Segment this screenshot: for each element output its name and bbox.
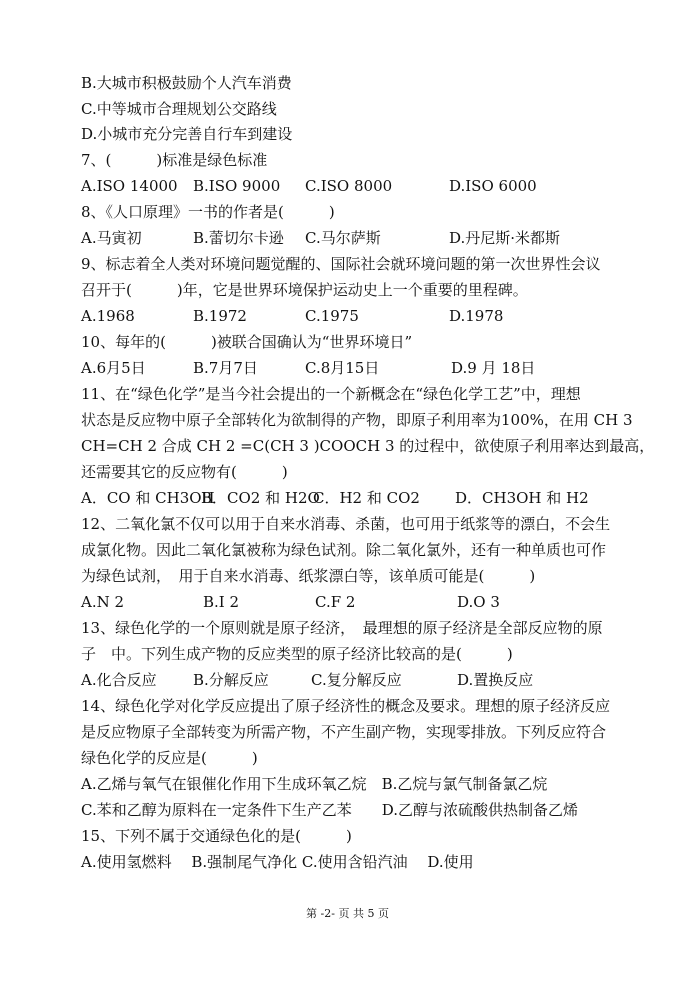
question-12-cont-1: 成氯化物。因此二氧化氯被称为绿色试剂。除二氧化氯外，还有一种单质也可作 [81,541,607,559]
question-11-cont-3: 还需要其它的反应物有( ) [81,463,288,481]
option-b: B.分解反应 [193,671,269,689]
options-q12 [81,592,621,612]
question-12-cont-2: 为绿色试剂， 用于自来水消毒、纸浆漂白等，该单质可能是( ) [81,567,536,585]
option-c: C.复分解反应 [311,671,402,689]
question-11-cont-2: CH=CH 2 合成 CH 2 =C(CH 3 )COOCH 3 的过程中，欲使原子利用率达到最高， [81,437,655,455]
option-b: B.1972 [193,307,247,325]
option-a: A.马寅初 [81,229,142,247]
option-a: A.6月5日 [81,359,146,377]
options-q9 [81,306,621,326]
option-line-b: B.大城市积极鼓励个人汽车消费 [81,74,292,92]
question-10: 10、每年的( )被联合国确认为“世界环境日” [81,333,413,351]
option-line-d: D.小城市充分完善自行车到建设 [81,125,293,143]
option-b: B.I 2 [203,593,240,611]
option-c: C.8月15日 [305,359,380,377]
options-q10 [81,358,621,378]
question-14: 14、绿色化学对化学反应提出了原子经济性的概念及要求。理想的原子经济反应 [81,697,611,715]
option-b: B.7月7日 [193,359,258,377]
option-c: C.ISO 8000 [305,177,393,195]
option-d: D.1978 [449,307,504,325]
option-b: B.ISO 9000 [193,177,281,195]
option-line-c: C.中等城市合理规划公交路线 [81,100,277,118]
option-d: D.9 月 18日 [451,359,536,377]
option-d: D.ISO 6000 [449,177,537,195]
option-c: C.马尔萨斯 [305,229,381,247]
option-a: A.化合反应 [81,671,157,689]
options-q8 [81,228,621,248]
question-13-cont: 子 中。下列生成产物的反应类型的原子经济比较高的是( ) [81,645,513,663]
options-q13 [81,670,621,690]
question-9: 9、标志着全人类对环境问题觉醒的、国际社会就环境问题的第一次世界性会议 [81,255,601,273]
options-q11 [81,488,621,508]
question-11-cont-1: 状态是反应物中原子全部转化为欲制得的产物，即原子利用率为100%，在用 CH 3 [81,411,633,429]
option-d: D.O 3 [457,593,500,611]
options-q15: A.使用氢燃料 B.强制尾气净化 C.使用含铅汽油 D.使用 [81,853,474,871]
option-c: C.F 2 [315,593,356,611]
option-d: D．CH3OH 和 H2 [455,489,589,507]
option-a: A．CO 和 CH3OH [81,489,215,507]
question-11: 11、在“绿色化学”是当今社会提出的一个新概念在“绿色化学工艺”中，理想 [81,385,581,403]
options-q14-ab: A.乙烯与氧气在银催化作用下生成环氧乙烷 B.乙烷与氯气制备氯乙烷 [81,775,548,793]
question-15: 15、下列不属于交通绿色化的是( ) [81,827,352,845]
question-7: 7、( )标准是绿色标准 [81,151,268,169]
options-q7 [81,176,621,196]
question-13: 13、绿色化学的一个原则就是原子经济， 最理想的原子经济是全部反应物的原 [81,619,603,637]
option-d: D.置换反应 [457,671,534,689]
question-8: 8、《人口原理》一书的作者是( ) [81,203,335,221]
option-b: B．CO2 和 H2O [201,489,320,507]
option-a: A.1968 [81,307,135,325]
option-d: D.丹尼斯·米都斯 [449,229,561,247]
question-14-cont-2: 绿色化学的反应是( ) [81,749,258,767]
question-14-cont-1: 是反应物原子全部转变为所需产物，不产生副产物，实现零排放。下列反应符合 [81,723,607,741]
options-q14-cd: C.苯和乙醇为原料在一定条件下生产乙苯 D.乙醇与浓硫酸供热制备乙烯 [81,801,578,819]
question-9-cont: 召开于( )年，它是世界环境保护运动史上一个重要的里程碑。 [81,281,528,299]
option-c: C．H2 和 CO2 [313,489,420,507]
option-a: A.ISO 14000 [81,177,178,195]
option-a: A.N 2 [81,593,125,611]
page-footer: 第 -2- 页 共 5 页 [306,907,389,920]
option-b: B.蕾切尔卡逊 [193,229,284,247]
question-12: 12、二氧化氯不仅可以用于自来水消毒、杀菌，也可用于纸浆等的漂白，不会生 [81,515,611,533]
option-c: C.1975 [305,307,359,325]
